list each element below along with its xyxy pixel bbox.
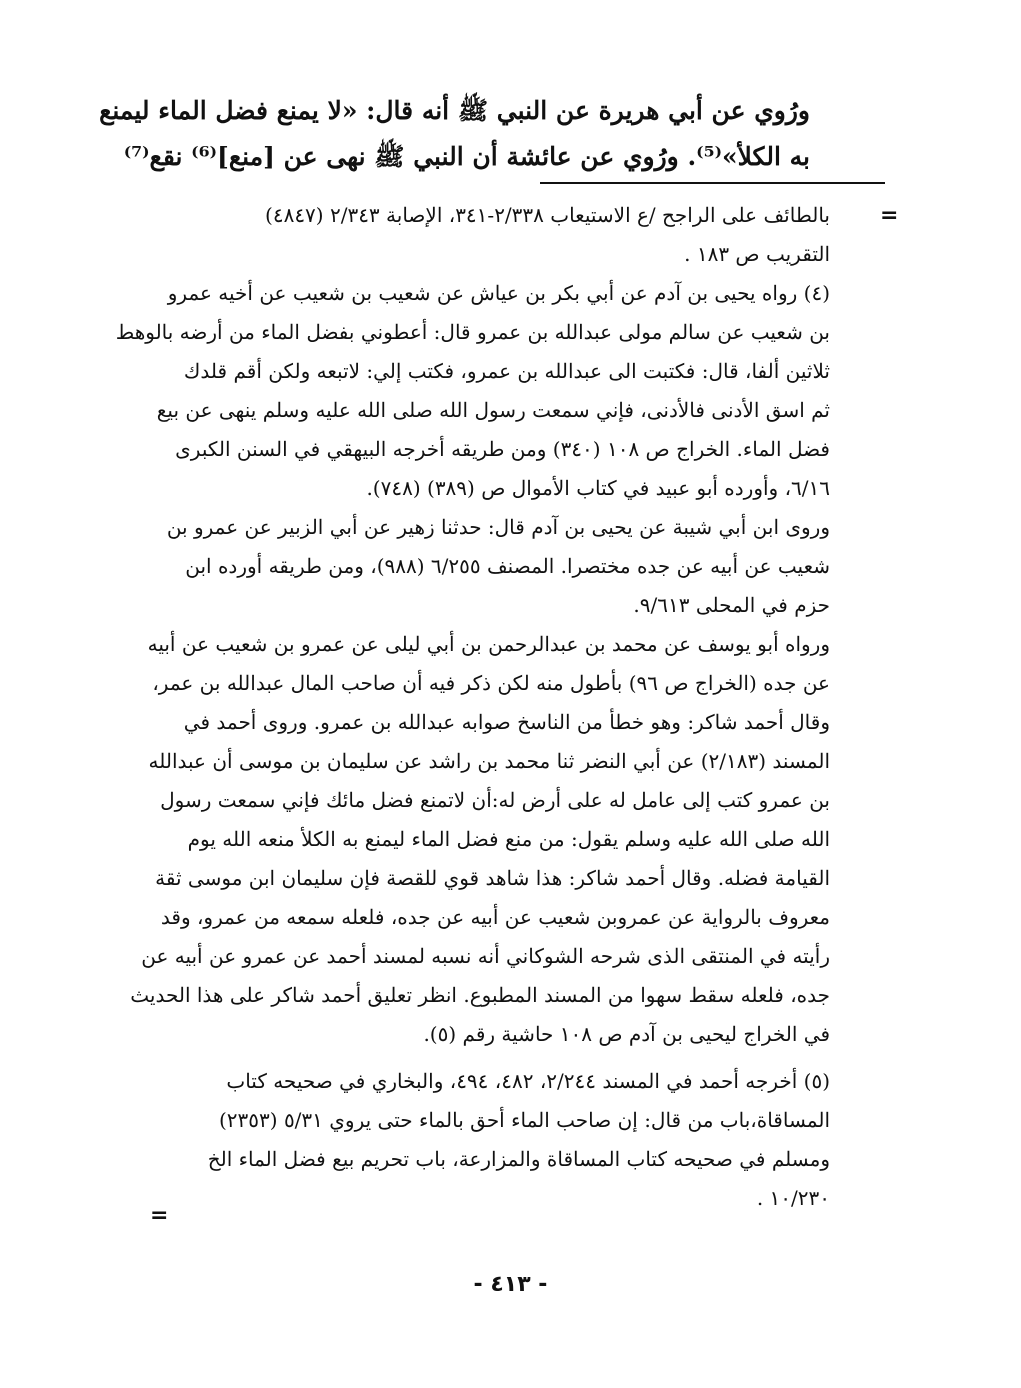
footnote-line: شعيب عن أبيه عن جده مختصرا. المصنف ٦/٢٥٥ (٩٨٨)، ومن طريقه أورده ابن — [185, 554, 830, 578]
footnote-line: وروى ابن أبي شيبة عن يحيى بن آدم قال: حدثنا زهير عن أبي الزبير عن عمرو بن — [166, 515, 830, 539]
footnote-line: عن جده (الخراج ص ٩٦) بأطول منه لكن ذكر فيه أن صاحب المال عبدالله بن عمر، — [152, 671, 830, 695]
footnote-line: بالطائف على الراجح /ع الاستيعاب ٢/٣٣٨-٣٤١، الإصابة ٢/٣٤٣ (٤٨٤٧) — [265, 203, 830, 227]
main-text — [99, 88, 810, 180]
footnote-line: ورواه أبو يوسف عن محمد بن عبدالرحمن بن أبي ليلى عن عمرو بن شعيب عن أبيه — [147, 632, 830, 656]
footnote-line: المساقاة،باب من قال: إن صاحب الماء أحق بالماء حتى يروي ٥/٣١ (٢٣٥٣) — [218, 1108, 830, 1132]
footnote-line: وقال أحمد شاكر: وهو خطأ من الناسخ صوابه عبدالله بن عمرو. وروى أحمد في — [183, 710, 830, 734]
footnote-line: حزم في المحلى ٩/٦١٣. — [633, 593, 830, 617]
footnote-line: رأيته في المنتقى الذى شرحه الشوكاني أنه نسبه لمسند أحمد عن عمرو عن أبيه عن — [141, 944, 830, 968]
footnote-line: معروف بالرواية عن عمروبن شعيب عن أبيه عن جده، فلعله سمعه من عمرو، وقد — [160, 905, 830, 929]
footnote-line: ثم اسق الأدنى فالأدنى، فإني سمعت رسول الله صلى الله عليه وسلم ينهى عن بيع — [156, 398, 830, 422]
footnote-line: الله صلى الله عليه وسلم يقول: من منع فضل الماء ليمنع به الكلأ منعه الله يوم — [187, 827, 830, 851]
footnote-line: بن عمرو كتب إلى عامل له على أرض له:أن لاتمنع فضل مائك فإني سمعت رسول — [160, 788, 830, 812]
footnote-line: (٤) رواه يحيى بن آدم عن أبي بكر بن عياش عن شعيب بن شعيب عن أخيه عمرو — [167, 281, 830, 305]
continuation-mark: = — [880, 203, 899, 228]
footnote-separator — [540, 182, 885, 184]
footnote-line: (٥) أخرجه أحمد في المسند ٢/٢٤٤، ٤٨٢، ٤٩٤، والبخاري في صحيحه كتاب — [226, 1069, 830, 1093]
footnote-line: القيامة فضله. وقال أحمد شاكر: هذا شاهد قوي للقصة فإن سليمان ابن موسى ثقة — [155, 866, 830, 890]
footnote-gap — [160, 1054, 830, 1062]
footnote-line: في الخراج ليحيى بن آدم ص ١٠٨ حاشية رقم (٥). — [423, 1022, 830, 1046]
main-text-line: ورُوي عن أبي هريرة عن النبي ﷺ أنه قال: «لا يمنع فضل الماء ليمنع — [99, 96, 810, 125]
footnote-line: بن شعيب عن سالم مولى عبدالله بن عمرو قال: أعطوني بفضل الماء من أرضه بالوهط — [115, 320, 830, 344]
page-number: - ٤١٣ - — [473, 1272, 548, 1297]
footnote-line: ثلاثين ألفا، قال: فكتبت الى عبدالله بن عمرو، فكتب إلي: لاتبعه ولكن أقم قلدك — [183, 359, 830, 383]
footnote-line: فضل الماء. الخراج ص ١٠٨ (٣٤٠) ومن طريقه أخرجه البيهقي في السنن الكبرى — [175, 437, 830, 461]
footnote-line: ومسلم في صحيحه كتاب المساقاة والمزارعة، باب تحريم بيع فضل الماء الخ — [207, 1147, 830, 1171]
main-text-line: به الكلأ»⁽⁵⁾. ورُوي عن عائشة أن النبي ﷺ نهى عن [منع]⁽⁶⁾ نقع⁽⁷⁾ — [123, 142, 810, 171]
footnote-line: ٦/١٦، وأورده أبو عبيد في كتاب الأموال ص (٣٨٩) (٧٤٨). — [366, 476, 830, 500]
footnote-line: جده، فلعله سقط سهوا من المسند المطبوع. انظر تعليق أحمد شاكر على هذا الحديث — [130, 983, 830, 1007]
footnotes — [115, 196, 830, 1218]
end-mark: = — [150, 1203, 169, 1228]
footnote-line: التقريب ص ١٨٣ . — [684, 242, 830, 266]
footnote-line: المسند (٢/١٨٣) عن أبي النضر ثنا محمد بن راشد عن سليمان بن موسى أن عبدالله — [148, 749, 830, 773]
footnote-line: ١٠/٢٣٠ . — [756, 1186, 830, 1210]
